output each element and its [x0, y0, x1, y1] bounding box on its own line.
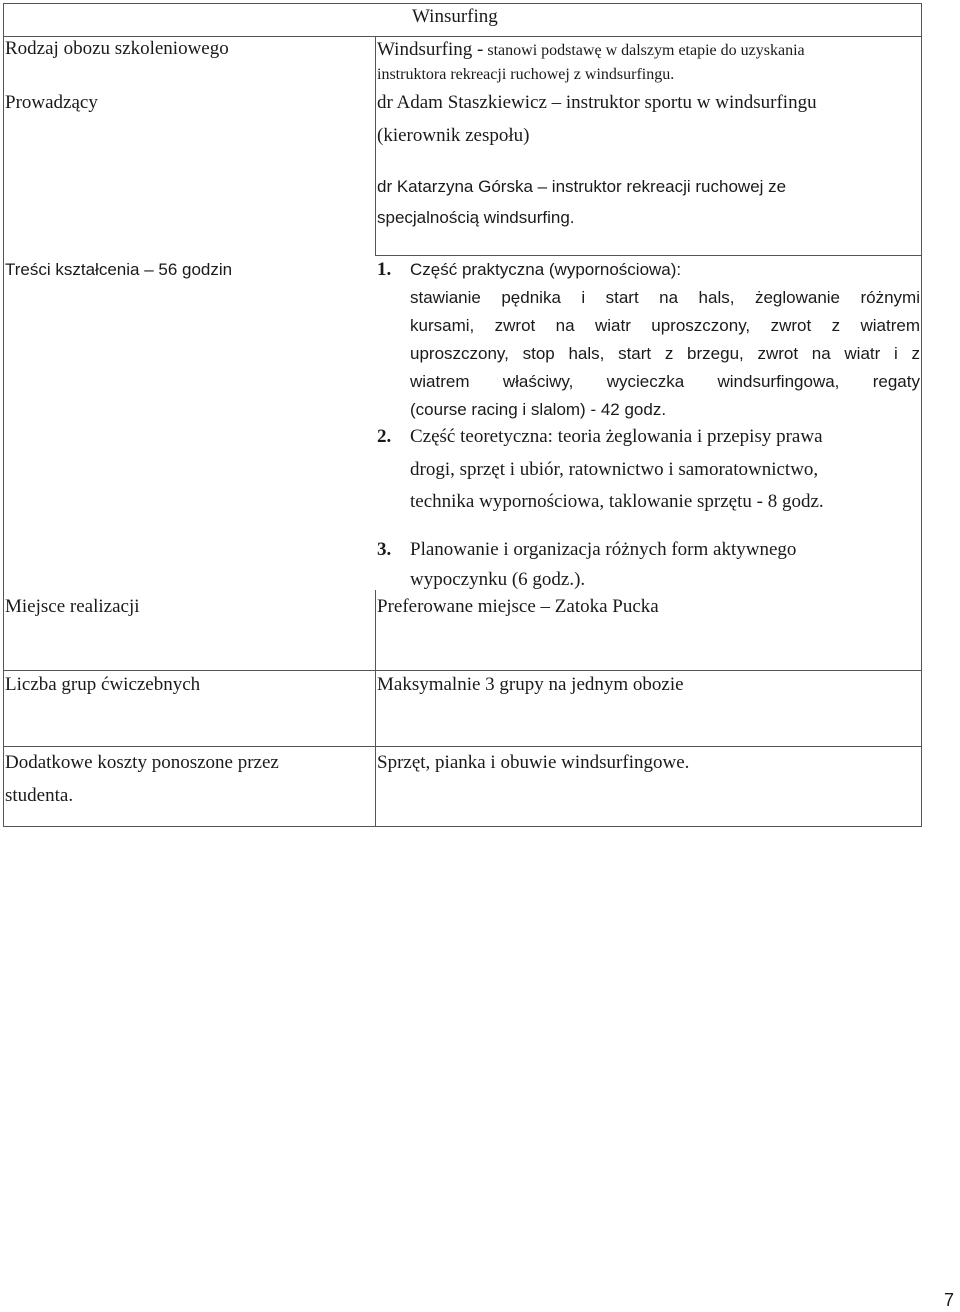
content-item1-number: 1.: [377, 259, 392, 280]
content-item3-number: 3.: [377, 539, 392, 560]
camp-type-value-line2: instruktora rekreacji ruchowej z windsurfingu.: [377, 66, 675, 83]
column-divider: [375, 590, 376, 827]
content-item1-line: kursami, zwrot na wiatr uproszczony, zwrot z wiatrem: [410, 316, 920, 335]
page-number: 7: [944, 1290, 955, 1310]
camp-type-value: [377, 38, 805, 63]
camp-type-label: Rodzaj obozu szkoleniowego: [5, 38, 229, 59]
content-item1-line: (course racing i slalom) - 42 godz.: [410, 400, 667, 419]
content-item2-line: technika wypornościowa, taklowanie sprzętu - 8 godz.: [410, 491, 824, 512]
table-title: Winsurfing: [412, 6, 498, 27]
location-label: Miejsce realizacji: [5, 596, 140, 617]
content-item1-line: uproszczony, stop hals, start z brzegu, zwrot na wiatr i z: [410, 344, 920, 363]
leaders-label: Prowadzący: [5, 92, 98, 113]
camp-type-value-main: Windsurfing -: [377, 39, 484, 60]
leader1-line1: dr Adam Staszkiewicz – instruktor sportu w windsurfingu: [377, 92, 817, 113]
column-divider: [375, 36, 376, 255]
groups-value: Maksymalnie 3 grupy na jednym obozie: [377, 674, 684, 695]
location-value: Preferowane miejsce – Zatoka Pucka: [377, 596, 659, 617]
content-item2-number: 2.: [377, 426, 392, 447]
content-label: Treści kształcenia – 56 godzin: [5, 260, 233, 279]
row-divider: [3, 746, 922, 747]
camp-type-value-rest: stanowi podstawę w dalszym etapie do uzyskania: [483, 42, 805, 59]
leader2-line2: specjalnością windsurfing.: [377, 208, 575, 227]
groups-label: Liczba grup ćwiczebnych: [5, 674, 201, 695]
content-item1-text: [410, 256, 920, 424]
leader1-line2: (kierownik zespołu): [377, 125, 530, 146]
content-item3-line: wypoczynku (6 godz.).: [410, 569, 586, 590]
leader2-line1: dr Katarzyna Górska – instruktor rekreacji ruchowej ze: [377, 177, 787, 196]
content-item2-line: Część teoretyczna: teoria żeglowania i przepisy prawa: [410, 426, 823, 447]
content-item1-line: Część praktyczna (wypornościowa):: [410, 260, 682, 279]
content-item1-line: stawianie pędnika i start na hals, żeglowanie różnymi: [410, 288, 920, 307]
costs-value: Sprzęt, pianka i obuwie windsurfingowe.: [377, 752, 690, 773]
row-divider: [3, 670, 922, 671]
content-item2-line: drogi, sprzęt i ubiór, ratownictwo i samoratownictwo,: [410, 459, 819, 480]
costs-label-line1: Dodatkowe koszty ponoszone przez: [5, 752, 279, 773]
content-item1-line: wiatrem właściwy, wycieczka windsurfingowa, regaty: [410, 372, 920, 391]
costs-label-line2: studenta.: [5, 785, 74, 806]
content-item3-line: Planowanie i organizacja różnych form aktywnego: [410, 539, 797, 560]
